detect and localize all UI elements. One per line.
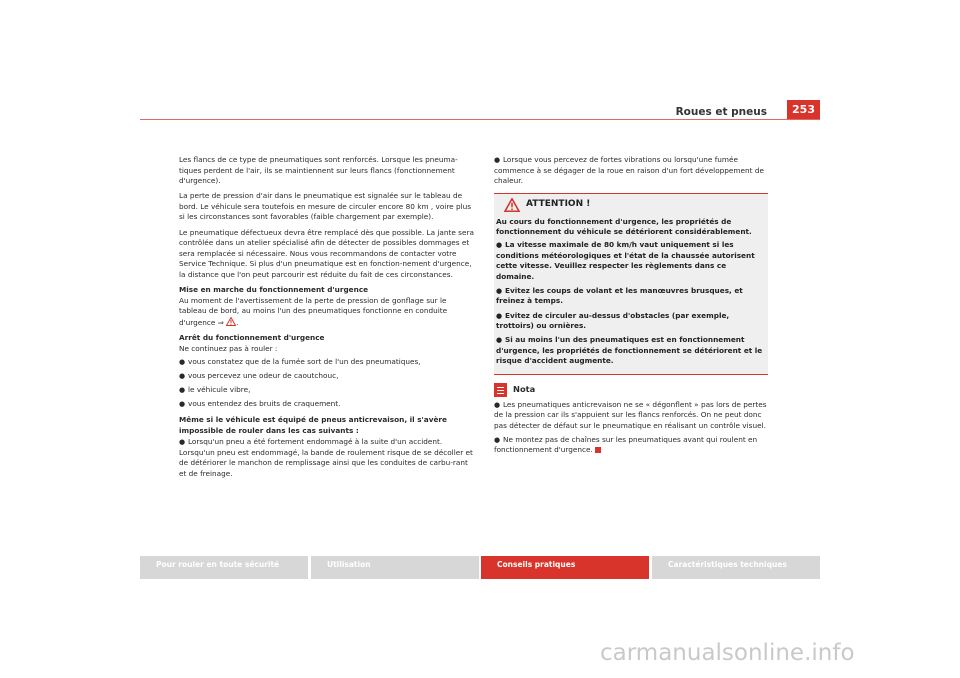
watermark: carmanualsonline.info — [600, 640, 855, 666]
left-column — [179, 155, 475, 484]
paragraph: Lorsqu'un pneu est endommagé, la bande de roulement risque de se décoller et de détériorer le manchon de remplissage ainsi que les conduites de carbu-rant et de freinage. — [179, 447, 473, 478]
list-item: ● le véhicule vibre, — [179, 385, 251, 395]
header-divider — [140, 119, 820, 120]
chapter-title: Roues et pneus — [675, 106, 767, 118]
list-item: ● Si au moins l'un des pneumatiques est en fonctionnement d'urgence, les propriétés de fonctionnement se détériorent et le risque d'accident augmente. — [496, 335, 763, 366]
section-heading: Arrêt du fonctionnement d'urgence — [179, 332, 325, 342]
bullet-icon: ● — [494, 400, 501, 409]
list-item: ● Evitez les coups de volant et les manœuvres brusques, et freinez à temps. — [496, 285, 743, 306]
paragraph: Ne continuez pas à rouler : — [179, 343, 278, 353]
bullet-icon: ● — [494, 156, 501, 164]
list-item: ● vous constatez que de la fumée sort de l'un des pneumatiques, — [179, 357, 421, 367]
bullet-icon: ● — [179, 386, 186, 395]
bullet-icon: ● — [179, 438, 186, 447]
paragraph: Le pneumatique défectueux devra être remplacé dès que possible. La jante sera contrôlée dans un atelier spécialisé afin de détecter de possibles dommages et sera remplacée si nécessaire. Nous vous recommandons de contacter votre Service Technique. Si plus d'un pneumatique est en fonction-nement d'urgence, la distance que l'on peut parcourir est réduite du fait de ces circonstances. — [179, 227, 474, 279]
list-item: ● vous entendez des bruits de craquement. — [179, 399, 341, 409]
list-item: ● vous percevez une odeur de caoutchouc, — [179, 371, 339, 381]
bullet-icon: ● — [179, 358, 186, 367]
right-column — [494, 155, 768, 459]
tab-utilisation[interactable]: Utilisation — [311, 556, 479, 579]
list-item: ● Les pneumatiques anticrevaison ne se « dégonflent » pas lors de pertes de la pression car ils s'appuient sur les flancs renforcés. On ne peut donc pas détecter de défaut sur le pneumatique en réalisant un contrôle visuel. — [494, 399, 767, 430]
paragraph: Au moment de l'avertissement de la perte de pression de gonflage sur le tableau de bord, au moins l'un des pneumatiques fonctionne en conduite d'urgence ⇒ . — [179, 295, 448, 327]
list-item: ● Evitez de circuler au-dessus d'obstacles (par exemple, trottoirs) ou ornières. — [496, 310, 730, 331]
note-icon — [494, 383, 507, 397]
tab-caracteristiques[interactable]: Caractéristiques techniques — [652, 556, 820, 579]
attention-intro: Au cours du fonctionnement d'urgence, les propriétés de fonctionnement du véhicule se détériorent considérablement. — [496, 216, 752, 237]
attention-title: ATTENTION ! — [526, 199, 591, 210]
section-heading: Mise en marche du fonctionnement d'urgence — [179, 285, 369, 295]
list-item: ● Lorsqu'un pneu a été fortement endommagé à la suite d'un accident. — [179, 437, 443, 447]
attention-header — [504, 198, 764, 212]
list-item: ● Lorsque vous percevez de fortes vibrations ou lorsqu'une fumée commence à se dégager de la roue en raison d'un fort développement de chaleur. — [494, 155, 764, 186]
paragraph: La perte de pression d'air dans le pneumatique est signalée sur le tableau de bord. Le véhicule sera toutefois en mesure de circuler encore 80 km , voire plus si les circonstances sont favorables (faible chargement par exemple). — [179, 191, 472, 222]
paragraph: Les flancs de ce type de pneumatiques sont renforcés. Lorsque les pneuma-tiques perdent de l'air, ils se maintiennent sur leurs flancs (fonctionnement d'urgence). — [179, 155, 458, 186]
bullet-icon: ● — [496, 286, 503, 295]
attention-box — [494, 193, 768, 375]
bullet-icon: ● — [496, 240, 503, 249]
end-of-section-icon — [595, 447, 601, 453]
bullet-icon: ● — [496, 336, 503, 345]
tab-pour-rouler[interactable]: Pour rouler en toute sécurité — [140, 556, 308, 579]
list-item: ● Ne montez pas de chaînes sur les pneumatiques avant qui roulent en fonctionnement d'urgence. — [494, 434, 758, 455]
page-number: 253 — [787, 100, 820, 119]
nota-title: Nota — [513, 384, 536, 395]
section-heading: Même si le véhicule est équipé de pneus anticrevaison, il s'avère impossible de rouler dans les cas suivants : — [179, 414, 447, 435]
warning-icon — [504, 198, 520, 212]
warning-icon[interactable] — [226, 317, 236, 326]
list-item: ● La vitesse maximale de 80 km/h vaut uniquement si les conditions météorologiques et l'état de la chaussée autorisent cette vitesse. Veuillez respecter les règlements dans ce domaine. — [496, 239, 755, 281]
bullet-icon: ● — [179, 372, 186, 381]
bullet-icon: ● — [494, 435, 501, 444]
paragraph-text: Au moment de l'avertissement de la perte de pression de gonflage sur le tableau de bord, au moins l'un des pneumatiques fonctionne en conduite d'urgence ⇒ — [179, 295, 448, 327]
nota-header — [494, 383, 768, 397]
bullet-icon: ● — [496, 311, 503, 320]
bullet-icon: ● — [179, 400, 186, 409]
tab-conseils-pratiques[interactable]: Conseils pratiques — [481, 556, 649, 579]
